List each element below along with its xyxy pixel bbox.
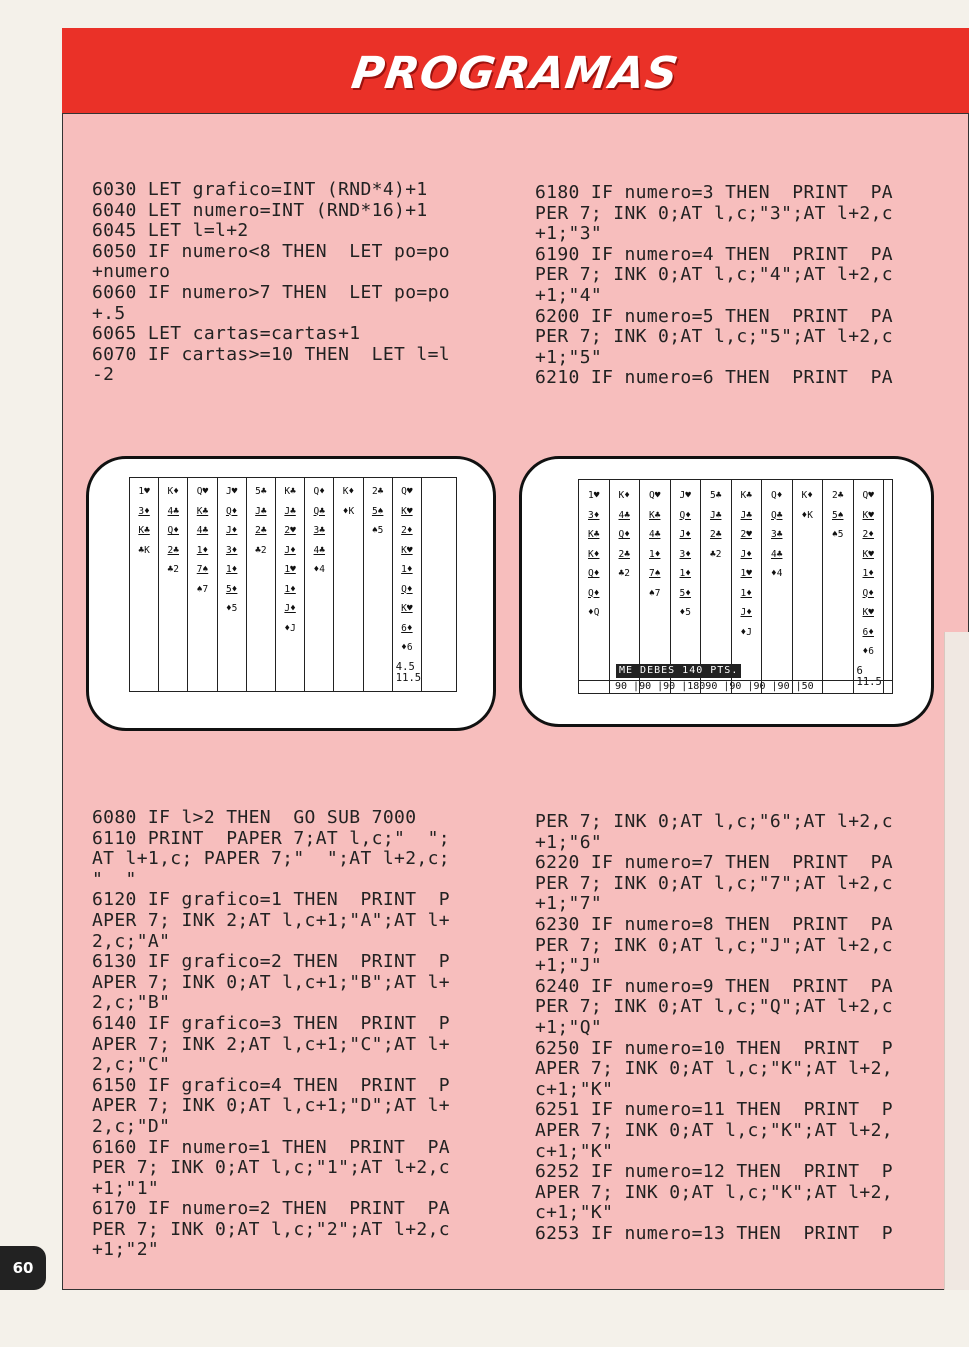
page-number: 60 <box>0 1246 46 1290</box>
card: J♥ <box>225 486 238 497</box>
code-line: 6190 IF numero=4 THEN PRINT PA <box>535 243 893 265</box>
code-line: 6230 IF numero=8 THEN PRINT PA <box>535 913 893 935</box>
card: 4♣ <box>649 529 661 540</box>
card: ♠7 <box>649 587 661 599</box>
code-line: +1;"7" <box>535 893 603 915</box>
card: 2♣ <box>710 529 722 540</box>
card: K♦ <box>167 486 179 497</box>
card: K♦ <box>588 548 600 560</box>
code-line: 6060 IF numero>7 THEN LET po=po <box>92 281 450 303</box>
code-listing-top-left <box>92 180 450 386</box>
game-display-2 <box>578 479 893 694</box>
card: Q♣ <box>771 509 783 521</box>
card: K♣ <box>649 509 661 521</box>
card-column <box>247 478 276 691</box>
screenshot-screen-2 <box>519 456 934 727</box>
code-line: PER 7; INK 0;AT l,c;"7";AT l+2,c <box>535 872 893 894</box>
card: K♥ <box>862 548 874 560</box>
card-column <box>188 478 217 691</box>
code-line: 6220 IF numero=7 THEN PRINT PA <box>535 852 893 874</box>
code-line: 6252 IF numero=12 THEN PRINT P <box>535 1161 893 1183</box>
card: 5♦ <box>225 583 238 595</box>
code-line: PER 7; INK 0;AT l,c;"J";AT l+2,c <box>535 934 893 956</box>
code-line: APER 7; INK 2;AT l,c+1;"C";AT l+ <box>92 1033 450 1055</box>
card: ♦4 <box>313 564 325 575</box>
code-line: +1;"3" <box>535 223 603 245</box>
card: 4♣ <box>618 509 630 521</box>
page-title: PROGRAMAS <box>348 48 682 99</box>
code-line: PER 7; INK 0;AT l,c;"6";AT l+2,c <box>535 811 893 832</box>
code-line: +1;"5" <box>535 346 603 368</box>
card: 2♣ <box>371 486 384 497</box>
card: 2♣ <box>255 525 267 536</box>
code-line: c+1;"K" <box>535 1202 614 1224</box>
code-line: 6200 IF numero=5 THEN PRINT PA <box>535 305 893 327</box>
card: K♣ <box>284 486 296 497</box>
code-line: +1;"4" <box>535 284 603 306</box>
card: 1♥ <box>284 564 296 575</box>
card: Q♥ <box>862 490 874 501</box>
card: Q♥ <box>649 490 661 501</box>
code-line: 6253 IF numero=13 THEN PRINT P <box>535 1222 893 1244</box>
card-column <box>793 480 824 693</box>
score-value: 11.5 <box>395 672 422 684</box>
card: 1♦ <box>196 544 209 556</box>
code-line: 6140 IF grafico=3 THEN PRINT P <box>92 1012 450 1034</box>
card: K♦ <box>801 490 813 501</box>
card: K♦ <box>618 490 630 501</box>
code-line: 6110 PRINT PAPER 7;AT l,c;" "; <box>92 827 450 849</box>
card: K♣ <box>740 490 752 501</box>
card: 2♦ <box>401 525 413 536</box>
card: 4♣ <box>167 505 179 517</box>
code-line: " " <box>92 868 137 890</box>
card: 2♣ <box>832 490 844 501</box>
code-line: 2,c;"D" <box>92 1115 171 1137</box>
card: K♣ <box>138 525 150 536</box>
card: ♣2 <box>167 564 179 575</box>
code-line: +1;"1" <box>92 1177 160 1199</box>
card: 2♥ <box>740 529 752 540</box>
card: 1♥ <box>740 568 752 579</box>
card: 4♣ <box>313 544 325 556</box>
code-line: 6065 LET cartas=cartas+1 <box>92 323 361 345</box>
code-line: +1;"Q" <box>535 1016 603 1038</box>
card: Q♦ <box>588 568 600 579</box>
card: K♥ <box>401 505 413 517</box>
card: 1♦ <box>225 564 238 575</box>
card: Q♣ <box>313 505 325 517</box>
card-column <box>671 480 702 693</box>
card: ♦K <box>342 505 355 517</box>
card: 3♦ <box>588 509 600 521</box>
card: 7♠ <box>649 568 661 579</box>
card: 3♣ <box>771 529 783 540</box>
code-line: 6070 IF cartas>=10 THEN LET l=l <box>92 343 450 365</box>
card-column <box>364 478 393 691</box>
card-column <box>130 478 159 691</box>
code-line: 2,c;"C" <box>92 1054 171 1076</box>
code-line: +.5 <box>92 302 126 324</box>
score-value: 6 <box>856 665 863 677</box>
card: Q♦ <box>862 587 874 599</box>
code-line: 6080 IF l>2 THEN GO SUB 7000 <box>92 807 417 828</box>
card: 5♣ <box>255 486 267 497</box>
card: J♣ <box>255 505 267 517</box>
card-column <box>276 478 305 691</box>
card: 7♠ <box>196 564 209 575</box>
page-edge <box>944 632 969 1290</box>
card-column <box>610 480 641 693</box>
card: J♦ <box>284 544 296 556</box>
code-line: 6251 IF numero=11 THEN PRINT P <box>535 1099 893 1121</box>
code-line: 6250 IF numero=10 THEN PRINT P <box>535 1037 893 1059</box>
card: J♣ <box>284 505 296 517</box>
message-bar: ME DEBES 140 PTS. <box>616 664 741 678</box>
code-line: 2,c;"A" <box>92 930 171 952</box>
card: K♦ <box>342 486 355 497</box>
code-line: 6120 IF grafico=1 THEN PRINT P <box>92 889 450 911</box>
card: 1♦ <box>401 564 413 575</box>
code-line: 6045 LET l=l+2 <box>92 220 249 242</box>
card: ♦Q <box>588 607 600 618</box>
card: 1♦ <box>740 587 752 599</box>
code-line: APER 7; INK 0;AT l,c;"K";AT l+2, <box>535 1181 893 1203</box>
card-column <box>732 480 763 693</box>
code-line: 6240 IF numero=9 THEN PRINT PA <box>535 975 893 997</box>
card-column <box>823 480 854 693</box>
code-line: 2,c;"B" <box>92 992 171 1014</box>
card-column <box>640 480 671 693</box>
code-line: 6040 LET numero=INT (RND*16)+1 <box>92 199 428 221</box>
card: 3♣ <box>313 525 325 536</box>
code-line: PER 7; INK 0;AT l,c;"4";AT l+2,c <box>535 264 893 286</box>
card: Q♦ <box>313 486 325 497</box>
code-line: PER 7; INK 0;AT l,c;"1";AT l+2,c <box>92 1157 450 1179</box>
code-line: PER 7; INK 0;AT l,c;"2";AT l+2,c <box>92 1218 450 1240</box>
code-line: APER 7; INK 0;AT l,c;"K";AT l+2, <box>535 1119 893 1141</box>
card: J♣ <box>710 509 722 521</box>
card: 3♦ <box>225 544 238 556</box>
card: K♣ <box>588 529 600 540</box>
card: K♥ <box>401 603 413 614</box>
code-line: 6050 IF numero<8 THEN LET po=po <box>92 240 450 262</box>
code-line: +1;"6" <box>535 831 603 853</box>
code-line: APER 7; INK 0;AT l,c;"K";AT l+2, <box>535 1058 893 1080</box>
code-line: APER 7; INK 0;AT l,c+1;"B";AT l+ <box>92 971 450 993</box>
code-listing-bottom-right <box>535 812 893 1244</box>
card: Q♦ <box>401 583 413 595</box>
card: ♣K <box>138 544 150 556</box>
card: 2♦ <box>862 529 874 540</box>
code-line: PER 7; INK 0;AT l,c;"3";AT l+2,c <box>535 202 893 224</box>
card: Q♥ <box>196 486 209 497</box>
card: ♦5 <box>679 607 691 618</box>
card: 3♦ <box>679 548 691 560</box>
card: K♥ <box>862 607 874 618</box>
card: K♥ <box>862 509 874 521</box>
code-line: 6210 IF numero=6 THEN PRINT PA <box>535 367 893 389</box>
card: 1♥ <box>588 490 600 501</box>
card: ♦J <box>740 626 752 638</box>
card: 1♦ <box>679 568 691 579</box>
card: 5♠ <box>371 505 384 517</box>
code-line: 6170 IF numero=2 THEN PRINT PA <box>92 1198 450 1220</box>
code-line: PER 7; INK 0;AT l,c;"5";AT l+2,c <box>535 326 893 348</box>
card: 6♦ <box>862 626 874 638</box>
card: J♦ <box>225 525 238 536</box>
card: J♥ <box>679 490 691 501</box>
code-line: PER 7; INK 0;AT l,c;"Q";AT l+2,c <box>535 996 893 1018</box>
card: 1♦ <box>649 548 661 560</box>
code-line: +numero <box>92 261 171 283</box>
code-line: 6030 LET grafico=INT (RND*4)+1 <box>92 179 428 200</box>
card: ♣2 <box>255 544 267 556</box>
card: 3♦ <box>138 505 150 517</box>
code-line: 6160 IF numero=1 THEN PRINT PA <box>92 1136 450 1158</box>
card: 5♦ <box>679 587 691 599</box>
card-column <box>701 480 732 693</box>
card: Q♦ <box>167 525 179 536</box>
card: 4♣ <box>771 548 783 560</box>
card: ♦5 <box>225 603 238 614</box>
card: ♠7 <box>196 583 209 595</box>
card: J♦ <box>284 603 296 614</box>
card-column <box>762 480 793 693</box>
card: K♥ <box>401 544 413 556</box>
score-readout <box>396 662 421 684</box>
card: 1♦ <box>284 583 296 595</box>
card: ♣2 <box>710 548 722 560</box>
card: 6♦ <box>401 622 413 634</box>
card-column <box>334 478 363 691</box>
card: 1♦ <box>862 568 874 579</box>
game-display-1 <box>129 477 457 692</box>
card: ♦4 <box>771 568 783 579</box>
card-column <box>305 478 334 691</box>
bottom-values-bar: 90 |90 |90 |18090 |90 |90 |90 |50 <box>579 680 892 693</box>
code-listing-top-right <box>535 183 893 389</box>
card-column <box>854 480 885 693</box>
code-line: +1;"J" <box>535 955 603 977</box>
card: 2♥ <box>284 525 296 536</box>
card: 4♣ <box>196 525 209 536</box>
card: J♣ <box>740 509 752 521</box>
code-listing-bottom-left <box>92 808 450 1261</box>
code-line: c+1;"K" <box>535 1078 614 1100</box>
card: Q♦ <box>679 509 691 521</box>
score-value: 4.5 <box>395 661 415 673</box>
card: K♣ <box>196 505 209 517</box>
header-banner <box>62 28 969 114</box>
code-line: 6130 IF grafico=2 THEN PRINT P <box>92 951 450 973</box>
card-column <box>579 480 610 693</box>
card: 5♠ <box>832 509 844 521</box>
card: ♣2 <box>618 568 630 579</box>
card: ♠5 <box>371 525 384 536</box>
code-line: 6150 IF grafico=4 THEN PRINT P <box>92 1074 450 1096</box>
card: 1♥ <box>138 486 150 497</box>
card: Q♦ <box>225 505 238 517</box>
code-line: +1;"2" <box>92 1239 160 1261</box>
card: Q♥ <box>401 486 413 497</box>
card-column <box>393 478 422 691</box>
card: ♠5 <box>832 529 844 540</box>
code-line: APER 7; INK 2;AT l,c+1;"A";AT l+ <box>92 909 450 931</box>
code-line: c+1;"K" <box>535 1140 614 1162</box>
card-column <box>218 478 247 691</box>
card: 2♣ <box>167 544 179 556</box>
card: Q♦ <box>618 529 630 540</box>
card: J♦ <box>740 548 752 560</box>
card: Q♦ <box>588 587 600 599</box>
card: ♦6 <box>401 642 413 653</box>
card: Q♦ <box>771 490 783 501</box>
code-line: APER 7; INK 0;AT l,c+1;"D";AT l+ <box>92 1095 450 1117</box>
screenshot-screen-1 <box>86 456 496 731</box>
code-line: -2 <box>92 364 115 386</box>
card: ♦J <box>284 622 296 634</box>
code-line: 6180 IF numero=3 THEN PRINT PA <box>535 182 893 203</box>
score-value: 11.5 <box>856 676 882 688</box>
card: ♦6 <box>862 646 874 657</box>
card: J♦ <box>740 607 752 618</box>
card: 2♣ <box>618 548 630 560</box>
card-column <box>159 478 188 691</box>
code-line: AT l+1,c; PAPER 7;" ";AT l+2,c; <box>92 848 450 870</box>
card: 5♣ <box>710 490 722 501</box>
card: ♦K <box>801 509 813 521</box>
card: J♦ <box>679 529 691 540</box>
